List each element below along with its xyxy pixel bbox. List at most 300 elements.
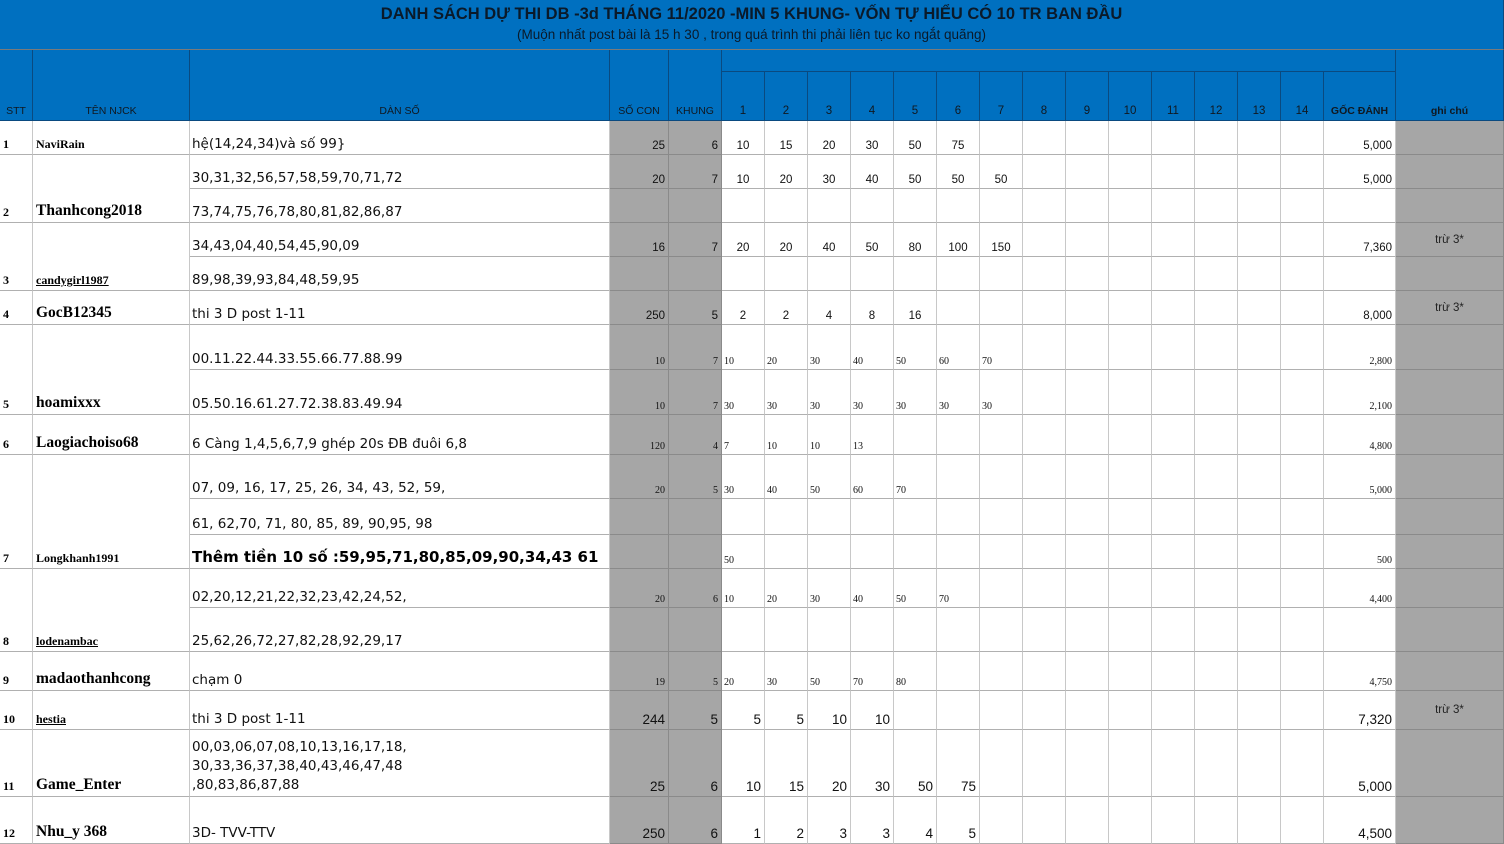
frame-cell [1281, 257, 1324, 291]
frame-cell [1281, 608, 1324, 652]
frame-cell [1023, 415, 1066, 455]
stt-cell: 6 [0, 415, 33, 455]
frame-cell [1109, 730, 1152, 797]
frame-cell [1066, 223, 1109, 257]
count-cell: 10 [610, 370, 669, 415]
frame-cell [1152, 569, 1195, 608]
frame-cell [980, 652, 1023, 691]
column-header-frame: 2 [765, 72, 808, 121]
frame-cell [1109, 608, 1152, 652]
numbers-cell: chạm 0 [190, 652, 610, 691]
frame-cell [1023, 652, 1066, 691]
frame-cell [1281, 223, 1324, 257]
frame-cell [1152, 652, 1195, 691]
frame-cell: 10 [851, 691, 894, 730]
column-header-frame: 4 [851, 72, 894, 121]
base-cell: 5,000 [1324, 155, 1396, 189]
frame-cell: 40 [851, 569, 894, 608]
frame-cell [980, 189, 1023, 223]
frame-cell: 15 [765, 730, 808, 797]
frame-cell [722, 608, 765, 652]
name-cell: GocB12345 [33, 291, 190, 325]
count-cell: 250 [610, 291, 669, 325]
frame-cell [1152, 455, 1195, 499]
frame-cell: 60 [851, 455, 894, 499]
stt-cell: 11 [0, 730, 33, 797]
frame-cell [1195, 121, 1238, 155]
base-cell: 8,000 [1324, 291, 1396, 325]
count-cell: 16 [610, 223, 669, 257]
khung-cell [669, 257, 722, 291]
frame-cell [851, 499, 894, 535]
frame-cell [894, 415, 937, 455]
note-cell [1396, 325, 1504, 370]
frame-cell [937, 189, 980, 223]
frame-cell [1023, 257, 1066, 291]
numbers-cell: thi 3 D post 1-11 [190, 291, 610, 325]
khung-cell: 6 [669, 730, 722, 797]
frame-cell [1281, 189, 1324, 223]
frame-cell [937, 691, 980, 730]
frame-cell [1066, 257, 1109, 291]
sheet-title: DANH SÁCH DỰ THI DB -3d THÁNG 11/2020 -MIN 5 KHUNG- VỐN TỰ HIỂU CÓ 10 TR BAN ĐẦU [380, 5, 1123, 23]
frame-cell: 30 [765, 652, 808, 691]
frame-cell [1109, 223, 1152, 257]
frame-cell: 20 [808, 730, 851, 797]
numbers-cell: 07, 09, 16, 17, 25, 26, 34, 43, 52, 59, [190, 455, 610, 499]
frame-cell [1238, 155, 1281, 189]
base-cell: 5,000 [1324, 121, 1396, 155]
count-cell: 10 [610, 325, 669, 370]
count-cell: 244 [610, 691, 669, 730]
frame-cell [894, 691, 937, 730]
frame-cell [1109, 499, 1152, 535]
frame-cell: 30 [894, 370, 937, 415]
note-cell [1396, 189, 1504, 223]
frame-cell [1195, 189, 1238, 223]
frame-cell: 4 [808, 291, 851, 325]
frame-cell [1023, 155, 1066, 189]
khung-cell [669, 189, 722, 223]
note-cell [1396, 652, 1504, 691]
frame-cell: 50 [808, 455, 851, 499]
name-cell: Thanhcong2018 [33, 155, 190, 223]
note-cell [1396, 257, 1504, 291]
frame-cell [1066, 291, 1109, 325]
frame-cell: 70 [894, 455, 937, 499]
base-cell [1324, 608, 1396, 652]
numbers-cell: 30,31,32,56,57,58,59,70,71,72 [190, 155, 610, 189]
frame-cell [1023, 499, 1066, 535]
numbers-cell: 3D- TVV-TTV [190, 797, 610, 844]
frame-cell [1281, 155, 1324, 189]
stt-cell: 12 [0, 797, 33, 844]
count-cell: 20 [610, 155, 669, 189]
frame-cell [851, 535, 894, 569]
frame-cell [1281, 499, 1324, 535]
count-cell: 25 [610, 121, 669, 155]
frame-cell [980, 608, 1023, 652]
frame-cell [1066, 797, 1109, 844]
frame-cell [1195, 797, 1238, 844]
column-header-name: TÊN NJCK [33, 50, 190, 121]
frame-cell: 30 [937, 370, 980, 415]
frame-cell: 10 [722, 325, 765, 370]
frame-cell: 100 [937, 223, 980, 257]
frame-cell: 75 [937, 121, 980, 155]
column-header-khung: KHUNG [669, 50, 722, 121]
frame-cell [1066, 652, 1109, 691]
frame-cell [1109, 325, 1152, 370]
count-cell: 19 [610, 652, 669, 691]
frame-cell [1152, 189, 1195, 223]
column-header-note: ghi chú [1396, 50, 1504, 121]
frame-cell [937, 291, 980, 325]
frame-cell: 40 [851, 325, 894, 370]
frame-cell [980, 257, 1023, 291]
frame-cell [980, 499, 1023, 535]
count-cell: 250 [610, 797, 669, 844]
column-header-frame: 14 [1281, 72, 1324, 121]
frame-cell [1195, 652, 1238, 691]
frame-cell [980, 415, 1023, 455]
frame-cell [1238, 569, 1281, 608]
frame-cell [1066, 370, 1109, 415]
frame-cell [1281, 730, 1324, 797]
frame-cell [1195, 691, 1238, 730]
khung-cell: 7 [669, 370, 722, 415]
base-cell: 5,000 [1324, 730, 1396, 797]
frame-cell [1238, 608, 1281, 652]
frame-cell: 150 [980, 223, 1023, 257]
count-cell [610, 257, 669, 291]
frame-cell: 70 [980, 325, 1023, 370]
frame-cell: 20 [765, 155, 808, 189]
column-header-frame: 8 [1023, 72, 1066, 121]
name-cell: hoamixxx [33, 325, 190, 415]
note-cell [1396, 730, 1504, 797]
frame-cell [851, 189, 894, 223]
stt-cell: 9 [0, 652, 33, 691]
frame-cell [1066, 415, 1109, 455]
frame-cell [980, 691, 1023, 730]
khung-cell [669, 499, 722, 535]
frames-header-group [722, 50, 1396, 72]
frame-cell [980, 730, 1023, 797]
frame-cell: 5 [937, 797, 980, 844]
note-cell: trừ 3* [1396, 691, 1504, 730]
frame-cell [1109, 370, 1152, 415]
frame-cell: 30 [722, 370, 765, 415]
frame-cell [1066, 155, 1109, 189]
note-cell [1396, 415, 1504, 455]
frame-cell [1152, 608, 1195, 652]
stt-cell: 3 [0, 223, 33, 291]
frame-cell: 7 [722, 415, 765, 455]
stt-cell: 10 [0, 691, 33, 730]
frame-cell: 8 [851, 291, 894, 325]
frame-cell [722, 257, 765, 291]
frame-cell: 5 [765, 691, 808, 730]
column-header-frame: 9 [1066, 72, 1109, 121]
frame-cell [1195, 730, 1238, 797]
frame-cell [1195, 455, 1238, 499]
frame-cell: 30 [851, 121, 894, 155]
base-cell [1324, 257, 1396, 291]
name-cell: lodenambac [33, 569, 190, 652]
frame-cell [765, 535, 808, 569]
frame-cell [808, 189, 851, 223]
frame-cell: 50 [851, 223, 894, 257]
frame-cell [1023, 189, 1066, 223]
frame-cell [1238, 535, 1281, 569]
frame-cell: 40 [765, 455, 808, 499]
frame-cell [765, 499, 808, 535]
frame-cell [980, 797, 1023, 844]
frame-cell [1066, 608, 1109, 652]
frame-cell [1066, 455, 1109, 499]
frame-cell [1109, 121, 1152, 155]
frame-cell: 80 [894, 223, 937, 257]
frame-cell [1238, 797, 1281, 844]
numbers-line: ,80,83,86,87,88 [192, 777, 300, 793]
frame-cell [1195, 608, 1238, 652]
frame-cell: 5 [722, 691, 765, 730]
frame-cell [1281, 652, 1324, 691]
count-cell [610, 608, 669, 652]
stt-cell: 4 [0, 291, 33, 325]
frame-cell [1109, 415, 1152, 455]
column-header-frame: 10 [1109, 72, 1152, 121]
frame-cell: 30 [851, 730, 894, 797]
frame-cell [1152, 257, 1195, 291]
frame-cell [1023, 223, 1066, 257]
frame-cell: 50 [894, 121, 937, 155]
frame-cell [1152, 291, 1195, 325]
column-header-frame: 13 [1238, 72, 1281, 121]
frame-cell [1281, 455, 1324, 499]
numbers-cell: 61, 62,70, 71, 80, 85, 89, 90,95, 98 [190, 499, 610, 535]
frame-cell [1281, 415, 1324, 455]
frame-cell [894, 608, 937, 652]
frame-cell [808, 535, 851, 569]
frame-cell [894, 189, 937, 223]
frame-cell [1152, 730, 1195, 797]
column-header-frame: 1 [722, 72, 765, 121]
frame-cell [1066, 730, 1109, 797]
frame-cell [894, 257, 937, 291]
frame-cell: 10 [765, 415, 808, 455]
frame-cell: 50 [980, 155, 1023, 189]
frame-cell: 30 [808, 155, 851, 189]
frame-cell [1281, 797, 1324, 844]
base-cell: 7,360 [1324, 223, 1396, 257]
frame-cell: 10 [722, 730, 765, 797]
column-header-frame: 7 [980, 72, 1023, 121]
frame-cell [1023, 730, 1066, 797]
frame-cell: 80 [894, 652, 937, 691]
khung-cell: 6 [669, 797, 722, 844]
frame-cell [722, 189, 765, 223]
frame-cell: 20 [808, 121, 851, 155]
frame-cell [1238, 370, 1281, 415]
frame-cell [1195, 569, 1238, 608]
numbers-cell [190, 730, 610, 797]
frame-cell [980, 535, 1023, 569]
base-cell: 500 [1324, 535, 1396, 569]
frame-cell: 2 [765, 291, 808, 325]
note-cell [1396, 499, 1504, 535]
name-cell: Laogiachoiso68 [33, 415, 190, 455]
frame-cell [1195, 155, 1238, 189]
frame-cell: 50 [894, 569, 937, 608]
frame-cell [1109, 257, 1152, 291]
frame-cell: 10 [722, 569, 765, 608]
frame-cell [1109, 569, 1152, 608]
column-header-frame: 5 [894, 72, 937, 121]
frame-cell [1066, 325, 1109, 370]
note-cell [1396, 155, 1504, 189]
frame-cell [851, 257, 894, 291]
column-header-base: GỐC ĐÁNH [1324, 72, 1396, 121]
frame-cell [1238, 691, 1281, 730]
frame-cell [1023, 569, 1066, 608]
note-cell: trừ 3* [1396, 223, 1504, 257]
frame-cell [1109, 652, 1152, 691]
frame-cell [980, 121, 1023, 155]
numbers-cell: 6 Càng 1,4,5,6,7,9 ghép 20s ĐB đuôi 6,8 [190, 415, 610, 455]
frame-cell: 3 [808, 797, 851, 844]
frame-cell [1281, 325, 1324, 370]
khung-cell: 5 [669, 652, 722, 691]
numbers-cell: 73,74,75,76,78,80,81,82,86,87 [190, 189, 610, 223]
frame-cell: 50 [808, 652, 851, 691]
frame-cell [1109, 455, 1152, 499]
name-cell: Game_Enter [33, 730, 190, 797]
frame-cell [1238, 499, 1281, 535]
frame-cell [937, 535, 980, 569]
frame-cell [1281, 370, 1324, 415]
numbers-cell: 89,98,39,93,84,48,59,95 [190, 257, 610, 291]
numbers-cell: 00.11.22.44.33.55.66.77.88.99 [190, 325, 610, 370]
name-cell: Nhu_y 368 [33, 797, 190, 844]
frame-cell [765, 608, 808, 652]
frame-cell: 30 [765, 370, 808, 415]
frame-cell [1023, 121, 1066, 155]
numbers-cell: 02,20,12,21,22,32,23,42,24,52, [190, 569, 610, 608]
frame-cell [1195, 415, 1238, 455]
frame-cell [1238, 189, 1281, 223]
frame-cell [1066, 535, 1109, 569]
stt-cell: 2 [0, 155, 33, 223]
frame-cell [1023, 691, 1066, 730]
frame-cell: 3 [851, 797, 894, 844]
count-cell [610, 535, 669, 569]
khung-cell: 5 [669, 291, 722, 325]
frame-cell [1195, 291, 1238, 325]
frame-cell [894, 535, 937, 569]
count-cell: 20 [610, 569, 669, 608]
count-cell: 25 [610, 730, 669, 797]
stt-cell: 8 [0, 569, 33, 652]
base-cell: 7,320 [1324, 691, 1396, 730]
frame-cell: 30 [808, 370, 851, 415]
frame-cell [1152, 121, 1195, 155]
frame-cell [1152, 797, 1195, 844]
frame-cell [1152, 370, 1195, 415]
frame-cell [1109, 291, 1152, 325]
numbers-cell: 34,43,04,40,54,45,90,09 [190, 223, 610, 257]
frame-cell [1195, 499, 1238, 535]
frame-cell [1109, 155, 1152, 189]
frame-cell [1195, 370, 1238, 415]
frame-cell [1109, 535, 1152, 569]
frame-cell: 2 [765, 797, 808, 844]
frame-cell [1238, 257, 1281, 291]
frame-cell: 70 [937, 569, 980, 608]
name-cell: madaothanhcong [33, 652, 190, 691]
sheet-title-banner [0, 0, 1504, 50]
frame-cell [1195, 223, 1238, 257]
frame-cell [1023, 535, 1066, 569]
numbers-cell-extra: Thêm tiền 10 số :59,95,71,80,85,09,90,34,43 61 [190, 535, 610, 569]
frame-cell: 10 [722, 121, 765, 155]
frame-cell [1238, 325, 1281, 370]
frame-cell [1238, 455, 1281, 499]
numbers-cell: hệ(14,24,34)và số 99} [190, 121, 610, 155]
name-cell: Longkhanh1991 [33, 455, 190, 569]
frame-cell: 2 [722, 291, 765, 325]
frame-cell [980, 569, 1023, 608]
sheet-subtitle: (Muộn nhất post bài là 15 h 30 , trong quá trình thi phải liên tục ko ngắt quãng) [516, 27, 987, 42]
frame-cell [1066, 569, 1109, 608]
note-cell [1396, 535, 1504, 569]
frame-cell: 30 [851, 370, 894, 415]
frame-cell [1152, 325, 1195, 370]
frame-cell [851, 608, 894, 652]
name-cell: hestia [33, 691, 190, 730]
numbers-cell: 05.50.16.61.27.72.38.83.49.94 [190, 370, 610, 415]
frame-cell [1023, 291, 1066, 325]
frame-cell [1281, 535, 1324, 569]
note-cell [1396, 797, 1504, 844]
khung-cell [669, 535, 722, 569]
khung-cell: 5 [669, 455, 722, 499]
frame-cell [1281, 291, 1324, 325]
frame-cell [1238, 730, 1281, 797]
base-cell: 4,400 [1324, 569, 1396, 608]
frame-cell: 50 [937, 155, 980, 189]
frame-cell [937, 257, 980, 291]
frame-cell: 10 [808, 691, 851, 730]
khung-cell: 5 [669, 691, 722, 730]
frame-cell: 60 [937, 325, 980, 370]
frame-cell [937, 415, 980, 455]
note-cell [1396, 608, 1504, 652]
frame-cell [1238, 223, 1281, 257]
frame-cell [1066, 691, 1109, 730]
column-header-count: SỐ CON [610, 50, 669, 121]
frame-cell: 30 [808, 325, 851, 370]
frame-cell [1238, 652, 1281, 691]
frame-cell [1238, 415, 1281, 455]
note-cell [1396, 370, 1504, 415]
khung-cell: 4 [669, 415, 722, 455]
numbers-line: 30,33,36,37,38,40,43,46,47,48 [192, 758, 403, 774]
frame-cell [1023, 608, 1066, 652]
khung-cell [669, 608, 722, 652]
note-cell [1396, 121, 1504, 155]
